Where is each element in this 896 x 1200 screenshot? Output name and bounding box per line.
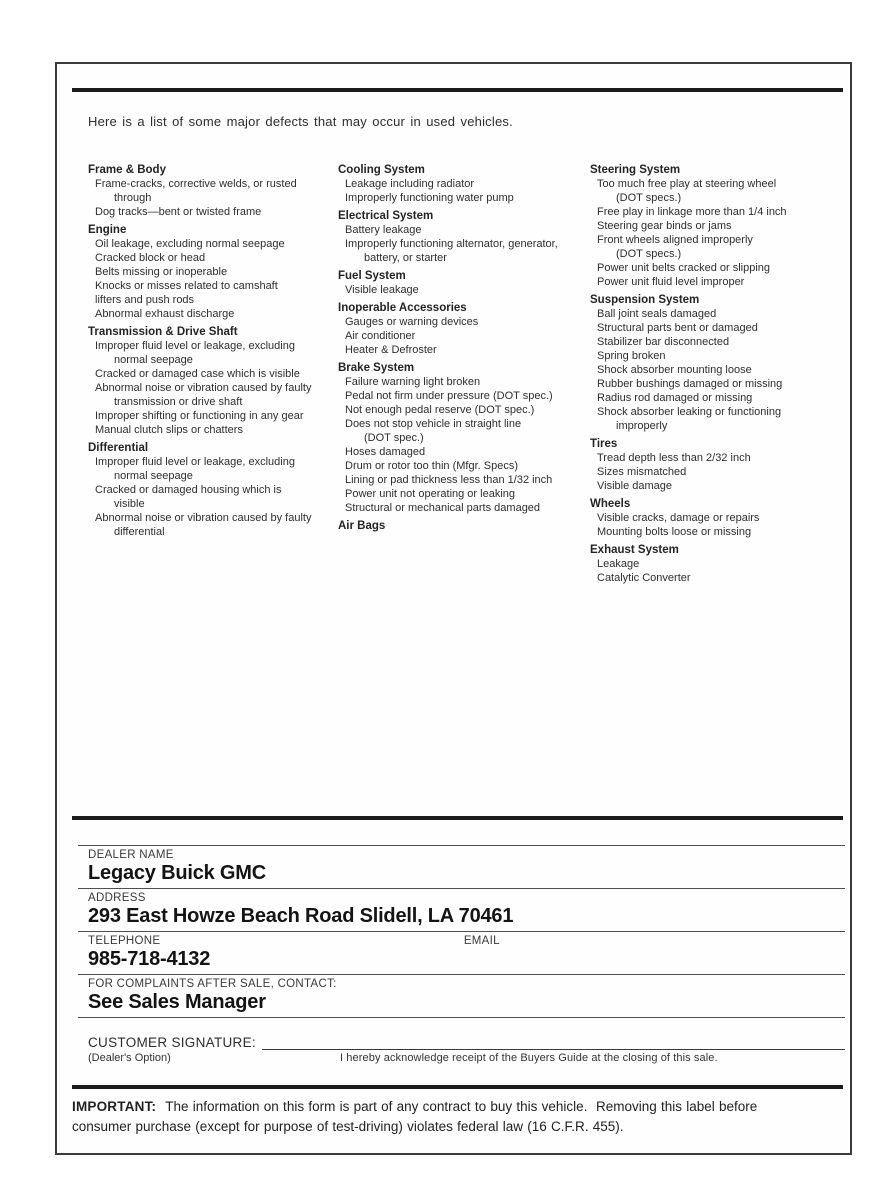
defect-item-line: Steering gear binds or jams	[597, 220, 732, 232]
defect-item-line: Heater & Defroster	[345, 344, 437, 356]
form-field-row	[78, 974, 845, 1017]
customer-signature-line[interactable]	[262, 1036, 845, 1050]
defect-item-line: Drum or rotor too thin (Mfgr. Specs)	[345, 460, 518, 472]
defect-item-line: Improper fluid level or leakage, excluding	[95, 340, 295, 352]
defect-item-line: Visible damage	[597, 480, 673, 492]
defect-item-line: transmission or drive shaft	[114, 396, 243, 408]
defect-item-line: Sizes mismatched	[597, 466, 687, 478]
defect-columns	[88, 159, 845, 585]
defect-section-heading: Steering System	[590, 164, 681, 176]
defect-item-line: Gauges or warning devices	[345, 316, 479, 328]
defect-item-line: visible	[114, 498, 145, 510]
defect-item-line: Hoses damaged	[345, 446, 426, 458]
defect-item-line: improperly	[616, 420, 668, 432]
defect-section-heading: Wheels	[590, 498, 631, 510]
defect-item-line: Power unit fluid level improper	[597, 276, 745, 288]
form-field	[78, 975, 337, 1017]
form-field	[78, 846, 266, 888]
customer-signature-label: CUSTOMER SIGNATURE:	[88, 1035, 256, 1050]
defect-item-line: Improperly functioning water pump	[345, 192, 514, 204]
defect-item-line: normal seepage	[114, 354, 193, 366]
defect-section-heading: Transmission & Drive Shaft	[88, 326, 238, 338]
defect-section-heading: Frame & Body	[88, 164, 166, 176]
field-label: FOR COMPLAINTS AFTER SALE, CONTACT:	[88, 978, 337, 990]
defect-item-line: battery, or starter	[364, 252, 447, 264]
defect-item-line: Catalytic Converter	[597, 572, 691, 584]
field-value: 985-718-4132	[88, 948, 211, 970]
defect-section-heading: Engine	[88, 224, 127, 236]
customer-signature-block	[88, 1035, 845, 1064]
form-field	[78, 889, 513, 931]
defect-section-heading: Inoperable Accessories	[338, 302, 467, 314]
defect-item-line: Failure warning light broken	[345, 376, 481, 388]
defect-item-line: Tread depth less than 2/32 inch	[597, 452, 751, 464]
defect-section-heading: Fuel System	[338, 270, 406, 282]
defect-item-line: Rubber bushings damaged or missing	[597, 378, 783, 390]
form-field	[454, 932, 845, 974]
defect-item-line: Shock absorber mounting loose	[597, 364, 752, 376]
defect-item-line: Power unit belts cracked or slipping	[597, 262, 771, 274]
form-field-row	[78, 845, 845, 888]
defect-item-line: Free play in linkage more than 1/4 inch	[597, 206, 787, 218]
defect-item-line: Dog tracks—bent or twisted frame	[95, 206, 262, 218]
field-label: ADDRESS	[88, 892, 146, 904]
defect-section-heading: Tires	[590, 438, 618, 450]
defect-item-line: Spring broken	[597, 350, 666, 362]
defect-section-heading: Electrical System	[338, 210, 434, 222]
defect-column-2	[338, 159, 590, 585]
defect-item-line: Abnormal noise or vibration caused by faulty	[95, 512, 312, 524]
defect-item-line: through	[114, 192, 152, 204]
field-value: Legacy Buick GMC	[88, 862, 266, 884]
defect-item-line: Lining or pad thickness less than 1/32 inch	[345, 474, 553, 486]
important-label: IMPORTANT:	[72, 1099, 157, 1114]
form-field-row	[78, 888, 845, 931]
defect-item-line: Leakage	[597, 558, 640, 570]
defect-item-line: Improper shifting or functioning in any gear	[95, 410, 304, 422]
defect-item-line: Too much free play at steering wheel	[597, 178, 777, 190]
defect-item-line: Cracked block or head	[95, 252, 206, 264]
acknowledgment-text: I hereby acknowledge receipt of the Buyers Guide at the closing of this sale.	[340, 1052, 718, 1064]
field-value: See Sales Manager	[88, 991, 266, 1013]
defect-item-line: Abnormal exhaust discharge	[95, 308, 235, 320]
defect-item-line: Front wheels aligned improperly	[597, 234, 753, 246]
defect-item-line: normal seepage	[114, 470, 193, 482]
defect-item-line: Abnormal noise or vibration caused by faulty	[95, 382, 312, 394]
dealer-section-divider-rule	[72, 816, 843, 820]
form-field	[78, 932, 454, 974]
defect-item-line: (DOT specs.)	[616, 192, 682, 204]
defect-item-line: Air conditioner	[345, 330, 416, 342]
top-divider-rule	[72, 88, 843, 92]
defect-section-heading: Suspension System	[590, 294, 700, 306]
defect-item-line: Visible cracks, damage or repairs	[597, 512, 760, 524]
defects-intro-text: Here is a list of some major defects that may occur in used vehicles.	[88, 114, 513, 129]
defect-item-line: Manual clutch slips or chatters	[95, 424, 243, 436]
defect-item-line: Stabilizer bar disconnected	[597, 336, 730, 348]
defect-section-heading: Exhaust System	[590, 544, 679, 556]
field-value: 293 East Howze Beach Road Slidell, LA 70461	[88, 905, 514, 927]
defect-item-line: Cracked or damaged case which is visible	[95, 368, 300, 380]
defect-item-line: lifters and push rods	[95, 294, 195, 306]
defect-item-line: (DOT spec.)	[364, 432, 424, 444]
defect-item-line: (DOT specs.)	[616, 248, 682, 260]
defect-item-line: Does not stop vehicle in straight line	[345, 418, 522, 430]
important-text: The information on this form is part of any contract to buy this vehicle. Removing this label before consumer purchase (except for purpose of test-driving) violates federal law (16 C.F.R. 455).	[72, 1099, 762, 1134]
defect-item-line: Radius rod damaged or missing	[597, 392, 753, 404]
defect-item-line: Belts missing or inoperable	[95, 266, 228, 278]
defect-item-line: Pedal not firm under pressure (DOT spec.)	[345, 390, 553, 402]
defect-item-line: Ball joint seals damaged	[597, 308, 717, 320]
dealer-info-fields	[78, 845, 845, 1018]
defect-item-line: Frame-cracks, corrective welds, or rusted	[95, 178, 297, 190]
defect-column-3	[590, 159, 845, 585]
defect-column-1	[88, 159, 338, 585]
defect-item-line: Structural parts bent or damaged	[597, 322, 758, 334]
dealers-option-note: (Dealer's Option)	[88, 1052, 171, 1064]
defect-item-line: Visible leakage	[345, 284, 419, 296]
field-label: DEALER NAME	[88, 849, 174, 861]
defect-item-line: differential	[114, 526, 165, 538]
defect-section-heading: Differential	[88, 442, 149, 454]
defect-item-line: Power unit not operating or leaking	[345, 488, 515, 500]
field-label: EMAIL	[463, 935, 500, 947]
important-notice	[72, 1097, 804, 1137]
defect-item-line: Oil leakage, excluding normal seepage	[95, 238, 285, 250]
defect-item-line: Improper fluid level or leakage, excluding	[95, 456, 295, 468]
defect-section-heading: Cooling System	[338, 164, 425, 176]
defect-item-line: Battery leakage	[345, 224, 422, 236]
defect-item-line: Cracked or damaged housing which is	[95, 484, 282, 496]
defect-item-line: Mounting bolts loose or missing	[597, 526, 752, 538]
defect-item-line: Not enough pedal reserve (DOT spec.)	[345, 404, 535, 416]
buyers-guide-back-page	[55, 62, 852, 1155]
defect-item-line: Shock absorber leaking or functioning	[597, 406, 782, 418]
defect-item-line: Knocks or misses related to camshaft	[95, 280, 278, 292]
important-divider-rule	[72, 1085, 843, 1089]
field-label: TELEPHONE	[88, 935, 161, 947]
defect-section-heading: Air Bags	[338, 520, 386, 532]
defect-section-heading: Brake System	[338, 362, 415, 374]
defect-item-line: Improperly functioning alternator, generator,	[345, 238, 558, 250]
form-field-row	[78, 931, 845, 974]
defect-item-line: Leakage including radiator	[345, 178, 475, 190]
defect-item-line: Structural or mechanical parts damaged	[345, 502, 541, 514]
